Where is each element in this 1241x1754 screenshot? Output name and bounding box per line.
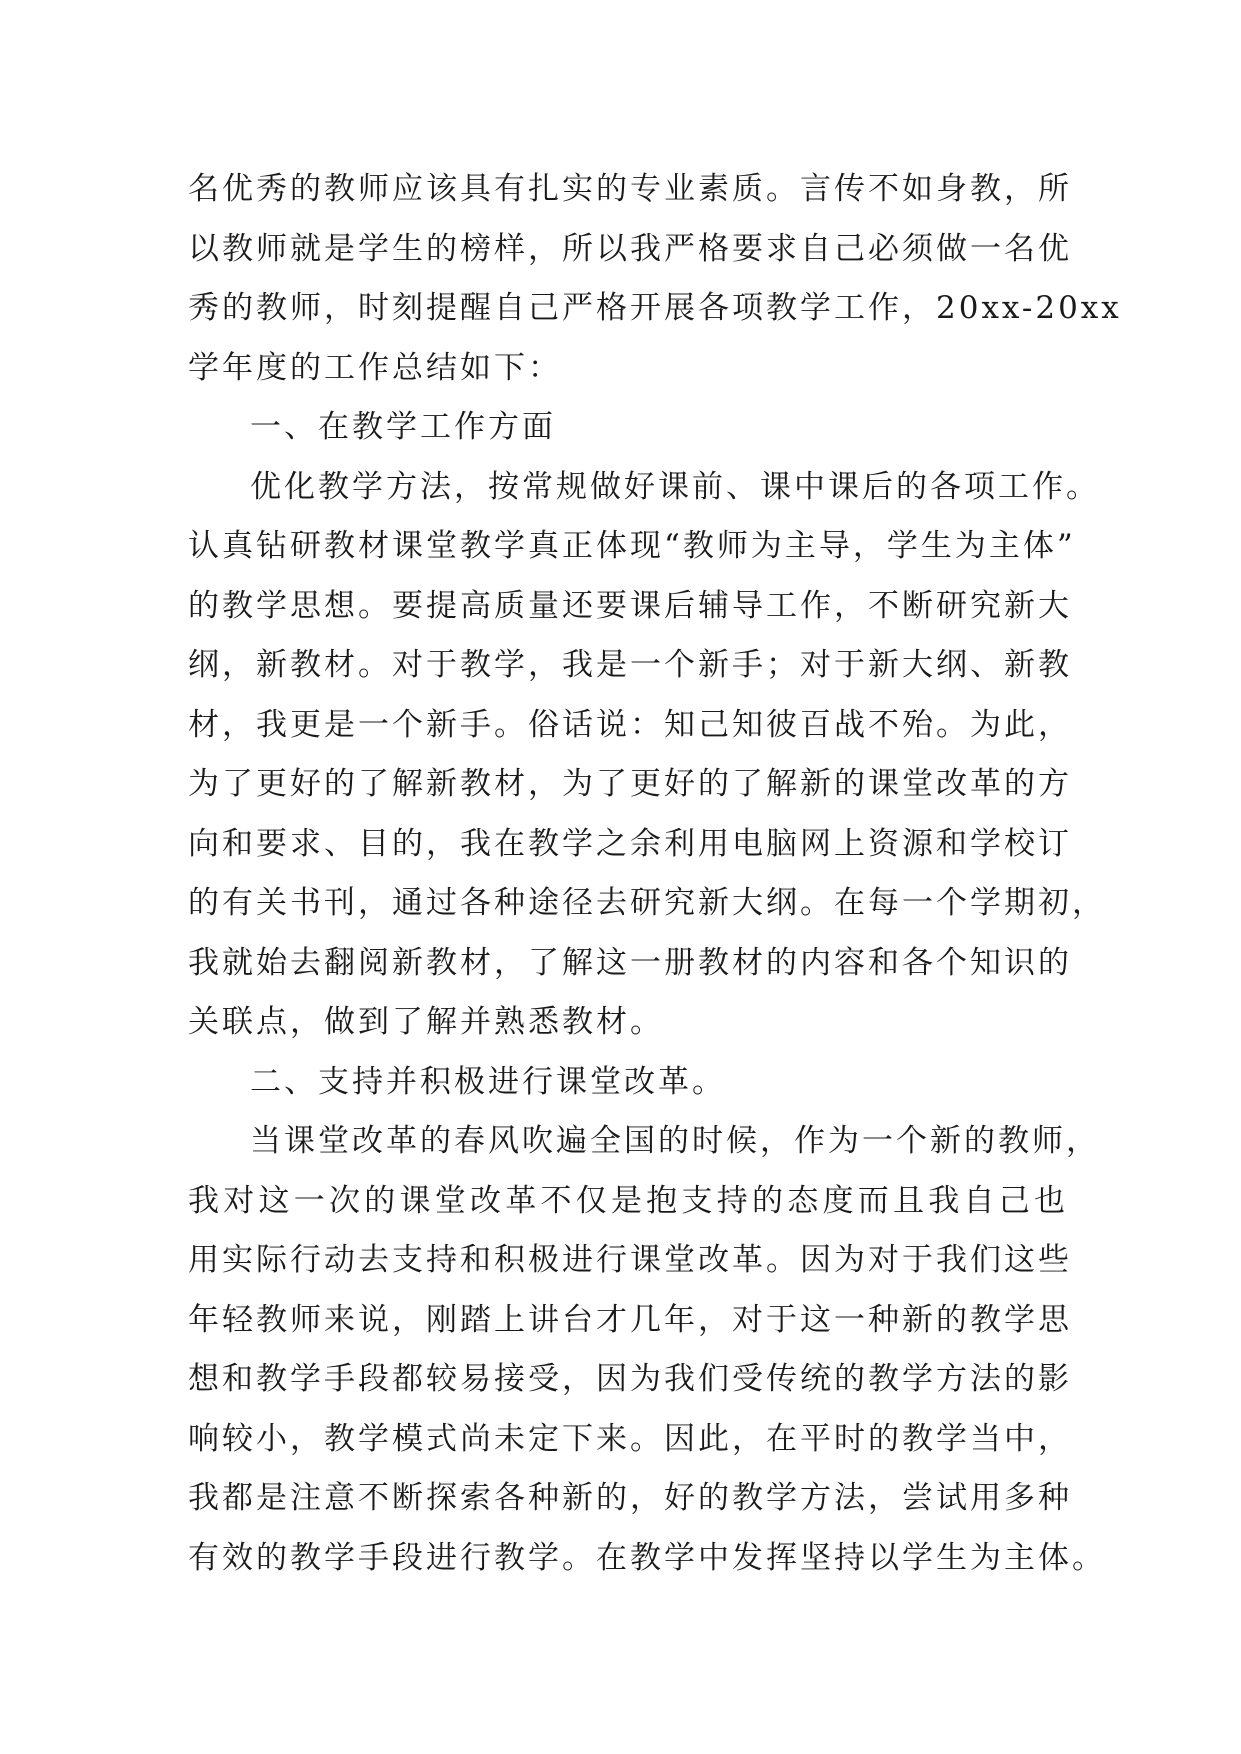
text-line: 我对这一次的课堂改革不仅是抱支持的态度而且我自己也	[188, 1182, 1068, 1219]
text-line: 响较小，教学模式尚未定下来。因此，在平时的教学当中，	[188, 1420, 1072, 1457]
text-line: 当课堂改革的春风吹遍全国的时候，作为一个新的教师，	[250, 1123, 1100, 1159]
text-line: 用实际行动去支持和积极进行课堂改革。因为对于我们这些	[188, 1242, 1072, 1278]
text-line: 纲，新教材。对于教学，我是一个新手；对于新大纲、新教	[188, 647, 1072, 683]
document-body	[188, 160, 1122, 1588]
text-line: 材，我更是一个新手。俗话说：知己知彼百战不殆。为此，	[188, 706, 1072, 743]
text-line: 以教师就是学生的榜样，所以我严格要求自己必须做一名优	[188, 230, 1072, 267]
text-line: 为了更好的了解新教材，为了更好的了解新的课堂改革的方	[188, 766, 1072, 802]
text-line: 秀的教师，时刻提醒自己严格开展各项教学工作，20xx-20xx	[188, 290, 1122, 326]
text-line: 学年度的工作总结如下：	[188, 349, 562, 386]
text-line: 想和教学手段都较易接受，因为我们受传统的教学方法的影	[188, 1361, 1072, 1397]
text-line: 我就始去翻阅新教材，了解这一册教材的内容和各个知识的	[188, 944, 1072, 981]
text-line: 的教学思想。要提高质量还要课后辅导工作，不断研究新大	[188, 587, 1072, 624]
text-line: 一、在教学工作方面	[250, 409, 556, 445]
text-line: 年轻教师来说，刚踏上讲台才几年，对于这一种新的教学思	[188, 1301, 1072, 1338]
text-line: 我都是注意不断探索各种新的，好的教学方法，尝试用多种	[188, 1480, 1072, 1516]
text-line: 优化教学方法，按常规做好课前、课中课后的各项工作。	[250, 468, 1100, 505]
text-line: 有效的教学手段进行教学。在教学中发挥坚持以学生为主体。	[188, 1539, 1106, 1576]
text-line: 向和要求、目的，我在教学之余利用电脑网上资源和学校订	[188, 825, 1072, 862]
text-line: 关联点，做到了解并熟悉教材。	[188, 1004, 664, 1040]
text-line: 的有关书刊，通过各种途径去研究新大纲。在每一个学期初，	[188, 885, 1106, 921]
text-line: 二、支持并积极进行课堂改革。	[250, 1063, 726, 1100]
text-line: 名优秀的教师应该具有扎实的专业素质。言传不如身教，所	[188, 171, 1072, 207]
text-line: 认真钻研教材课堂教学真正体现“教师为主导，学生为主体”	[188, 528, 1076, 564]
